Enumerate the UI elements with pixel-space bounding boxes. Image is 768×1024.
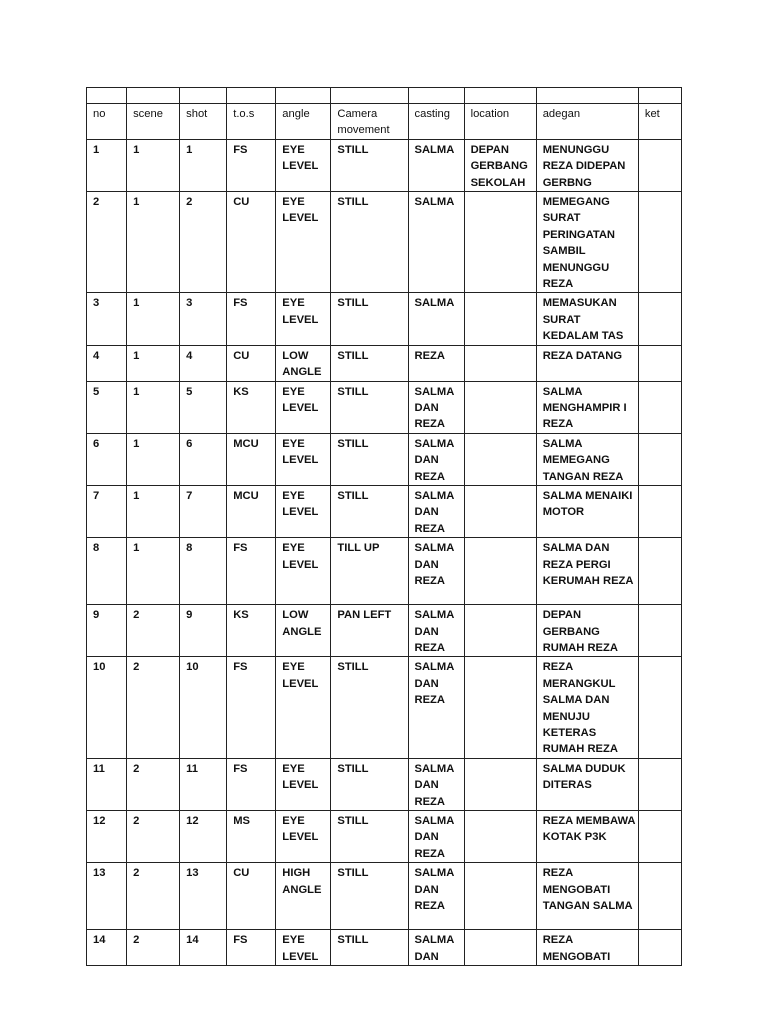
cell-location	[464, 345, 536, 381]
cell-scene: 2	[127, 811, 180, 863]
blank-top-row	[87, 88, 682, 104]
cell-shot: 7	[180, 485, 227, 537]
cell-location	[464, 485, 536, 537]
cell-adegan: REZA MEMBAWA KOTAK P3K	[536, 811, 638, 863]
blank-cell	[638, 88, 681, 104]
cell-scene: 1	[127, 433, 180, 485]
cell-location	[464, 293, 536, 345]
cell-angle: LOW ANGLE	[276, 605, 331, 657]
cell-ket	[638, 293, 681, 345]
cell-adegan: SALMA MENGHAMPIR I REZA	[536, 381, 638, 433]
cell-shot: 9	[180, 605, 227, 657]
cell-adegan: REZA MERANGKUL SALMA DAN MENUJU KETERAS RUMAH REZA	[536, 657, 638, 758]
cell-angle: EYE LEVEL	[276, 139, 331, 191]
cell-casting: SALMA DAN REZA	[408, 758, 464, 810]
cell-location	[464, 657, 536, 758]
header-row	[87, 104, 682, 140]
blank-cell	[276, 88, 331, 104]
cell-location	[464, 811, 536, 863]
cell-camera-movement: STILL	[331, 811, 408, 863]
cell-adegan: REZA MENGOBATI	[536, 930, 638, 966]
table-row	[87, 930, 682, 966]
cell-no: 3	[87, 293, 127, 345]
cell-shot: 1	[180, 139, 227, 191]
cell-adegan: SALMA DAN REZA PERGI KERUMAH REZA	[536, 538, 638, 605]
cell-adegan: REZA DATANG	[536, 345, 638, 381]
cell-tos: MS	[227, 811, 276, 863]
header-camera-movement: Camera movement	[331, 104, 408, 140]
cell-ket	[638, 192, 681, 293]
header-no: no	[87, 104, 127, 140]
cell-tos: FS	[227, 538, 276, 605]
cell-location	[464, 433, 536, 485]
cell-no: 9	[87, 605, 127, 657]
cell-adegan: REZA MENGOBATI TANGAN SALMA	[536, 863, 638, 930]
cell-camera-movement: STILL	[331, 345, 408, 381]
cell-adegan: SALMA DUDUK DITERAS	[536, 758, 638, 810]
cell-angle: EYE LEVEL	[276, 293, 331, 345]
cell-scene: 1	[127, 538, 180, 605]
cell-scene: 2	[127, 657, 180, 758]
table-row	[87, 192, 682, 293]
cell-casting: SALMA DAN REZA	[408, 657, 464, 758]
cell-ket	[638, 345, 681, 381]
header-angle: angle	[276, 104, 331, 140]
cell-tos: MCU	[227, 485, 276, 537]
blank-cell	[331, 88, 408, 104]
header-adegan: adegan	[536, 104, 638, 140]
cell-shot: 13	[180, 863, 227, 930]
cell-location	[464, 605, 536, 657]
cell-shot: 8	[180, 538, 227, 605]
cell-camera-movement: PAN LEFT	[331, 605, 408, 657]
cell-shot: 4	[180, 345, 227, 381]
cell-scene: 2	[127, 758, 180, 810]
cell-angle: EYE LEVEL	[276, 433, 331, 485]
cell-camera-movement: STILL	[331, 192, 408, 293]
cell-angle: EYE LEVEL	[276, 192, 331, 293]
cell-tos: MCU	[227, 433, 276, 485]
blank-cell	[464, 88, 536, 104]
cell-scene: 2	[127, 930, 180, 966]
cell-angle: LOW ANGLE	[276, 345, 331, 381]
table-row	[87, 433, 682, 485]
table-row	[87, 139, 682, 191]
cell-adegan: SALMA MENAIKI MOTOR	[536, 485, 638, 537]
header-shot: shot	[180, 104, 227, 140]
cell-adegan: SALMA MEMEGANG TANGAN REZA	[536, 433, 638, 485]
cell-location	[464, 758, 536, 810]
cell-location	[464, 930, 536, 966]
cell-shot: 11	[180, 758, 227, 810]
cell-camera-movement: STILL	[331, 485, 408, 537]
cell-tos: FS	[227, 930, 276, 966]
table-row	[87, 293, 682, 345]
header-tos: t.o.s	[227, 104, 276, 140]
cell-ket	[638, 433, 681, 485]
cell-shot: 6	[180, 433, 227, 485]
cell-ket	[638, 863, 681, 930]
cell-shot: 2	[180, 192, 227, 293]
cell-casting: SALMA	[408, 192, 464, 293]
cell-no: 4	[87, 345, 127, 381]
cell-no: 1	[87, 139, 127, 191]
blank-cell	[87, 88, 127, 104]
cell-angle: EYE LEVEL	[276, 930, 331, 966]
header-ket: ket	[638, 104, 681, 140]
cell-no: 2	[87, 192, 127, 293]
cell-tos: CU	[227, 345, 276, 381]
cell-angle: EYE LEVEL	[276, 381, 331, 433]
cell-casting: SALMA DAN REZA	[408, 433, 464, 485]
cell-scene: 2	[127, 863, 180, 930]
header-location: location	[464, 104, 536, 140]
cell-camera-movement: STILL	[331, 863, 408, 930]
cell-casting: SALMA DAN REZA	[408, 485, 464, 537]
blank-cell	[536, 88, 638, 104]
cell-casting: SALMA DAN REZA	[408, 605, 464, 657]
cell-casting: SALMA DAN REZA	[408, 811, 464, 863]
cell-no: 13	[87, 863, 127, 930]
cell-scene: 1	[127, 381, 180, 433]
cell-tos: FS	[227, 293, 276, 345]
cell-shot: 12	[180, 811, 227, 863]
cell-adegan: MEMASUKAN SURAT KEDALAM TAS	[536, 293, 638, 345]
cell-ket	[638, 657, 681, 758]
table-row	[87, 811, 682, 863]
cell-tos: FS	[227, 657, 276, 758]
cell-scene: 1	[127, 485, 180, 537]
cell-tos: FS	[227, 139, 276, 191]
cell-tos: KS	[227, 381, 276, 433]
cell-location	[464, 381, 536, 433]
table-row	[87, 485, 682, 537]
table-row	[87, 345, 682, 381]
cell-location: DEPAN GERBANG SEKOLAH	[464, 139, 536, 191]
cell-no: 5	[87, 381, 127, 433]
cell-shot: 10	[180, 657, 227, 758]
cell-location	[464, 863, 536, 930]
cell-angle: EYE LEVEL	[276, 758, 331, 810]
cell-tos: CU	[227, 192, 276, 293]
cell-casting: REZA	[408, 345, 464, 381]
blank-cell	[227, 88, 276, 104]
cell-tos: FS	[227, 758, 276, 810]
cell-no: 14	[87, 930, 127, 966]
cell-no: 8	[87, 538, 127, 605]
cell-location	[464, 192, 536, 293]
cell-adegan: DEPAN GERBANG RUMAH REZA	[536, 605, 638, 657]
cell-ket	[638, 381, 681, 433]
cell-scene: 1	[127, 139, 180, 191]
cell-angle: EYE LEVEL	[276, 538, 331, 605]
cell-camera-movement: STILL	[331, 293, 408, 345]
cell-casting: SALMA DAN REZA	[408, 381, 464, 433]
cell-tos: KS	[227, 605, 276, 657]
blank-cell	[127, 88, 180, 104]
header-casting: casting	[408, 104, 464, 140]
cell-ket	[638, 538, 681, 605]
table-row	[87, 538, 682, 605]
cell-scene: 1	[127, 293, 180, 345]
table-row	[87, 863, 682, 930]
cell-angle: EYE LEVEL	[276, 811, 331, 863]
cell-scene: 2	[127, 605, 180, 657]
cell-no: 10	[87, 657, 127, 758]
cell-scene: 1	[127, 192, 180, 293]
shot-list-table	[86, 87, 682, 966]
cell-ket	[638, 811, 681, 863]
cell-adegan: MEMEGANG SURAT PERINGATAN SAMBIL MENUNGGU REZA	[536, 192, 638, 293]
cell-angle: EYE LEVEL	[276, 657, 331, 758]
cell-scene: 1	[127, 345, 180, 381]
cell-shot: 5	[180, 381, 227, 433]
cell-ket	[638, 605, 681, 657]
cell-ket	[638, 930, 681, 966]
cell-no: 6	[87, 433, 127, 485]
cell-camera-movement: STILL	[331, 758, 408, 810]
cell-camera-movement: STILL	[331, 433, 408, 485]
cell-casting: SALMA	[408, 139, 464, 191]
cell-camera-movement: STILL	[331, 930, 408, 966]
cell-casting: SALMA DAN	[408, 930, 464, 966]
cell-camera-movement: TILL UP	[331, 538, 408, 605]
cell-shot: 3	[180, 293, 227, 345]
blank-cell	[408, 88, 464, 104]
table-row	[87, 605, 682, 657]
cell-adegan: MENUNGGU REZA DIDEPAN GERBNG	[536, 139, 638, 191]
cell-angle: HIGH ANGLE	[276, 863, 331, 930]
cell-no: 12	[87, 811, 127, 863]
cell-casting: SALMA DAN REZA	[408, 863, 464, 930]
cell-ket	[638, 485, 681, 537]
cell-casting: SALMA	[408, 293, 464, 345]
cell-camera-movement: STILL	[331, 381, 408, 433]
cell-no: 7	[87, 485, 127, 537]
cell-casting: SALMA DAN REZA	[408, 538, 464, 605]
table-row	[87, 758, 682, 810]
cell-ket	[638, 139, 681, 191]
cell-ket	[638, 758, 681, 810]
cell-angle: EYE LEVEL	[276, 485, 331, 537]
header-scene: scene	[127, 104, 180, 140]
cell-camera-movement: STILL	[331, 657, 408, 758]
cell-no: 11	[87, 758, 127, 810]
table-row	[87, 381, 682, 433]
blank-cell	[180, 88, 227, 104]
table-row	[87, 657, 682, 758]
cell-tos: CU	[227, 863, 276, 930]
cell-camera-movement: STILL	[331, 139, 408, 191]
cell-shot: 14	[180, 930, 227, 966]
cell-location	[464, 538, 536, 605]
